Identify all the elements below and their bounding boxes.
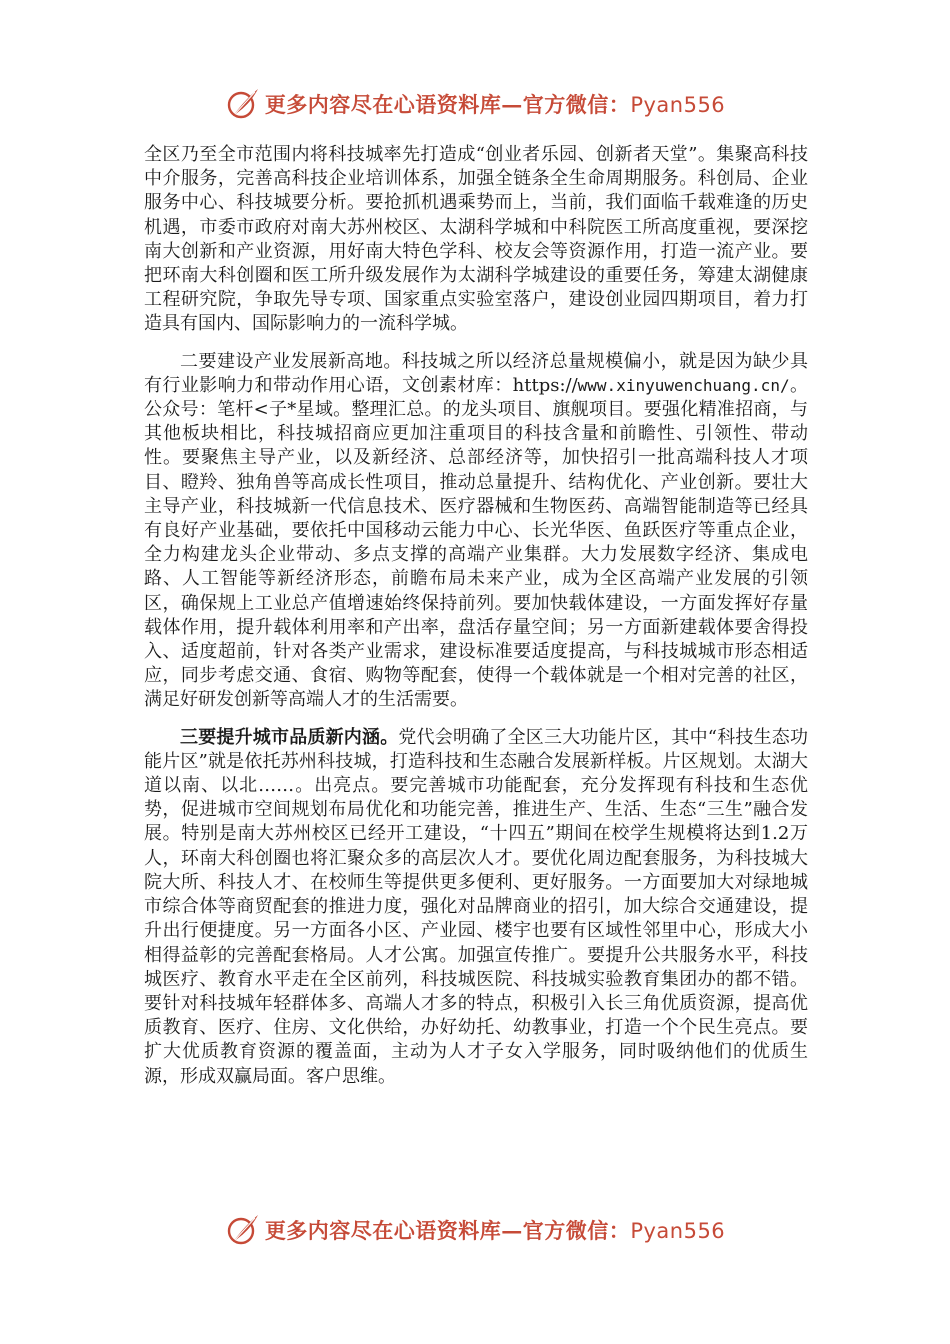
feather-pen-logo-icon: [225, 86, 261, 122]
feather-pen-logo-icon: [225, 1212, 261, 1248]
paragraph-2: 二要建设产业发展新高地。科技城之所以经济总量规模偏小，就是因为缺少具有行业影响力和带动作用心语，文创素材库：https://www.xinyuwenchuang.cn/。公众号：笔杆<子*星域。整理汇总。的龙头项目、旗舰项目。要强化精准招商，与其他板块相比，科技城招商应更加注重项目的科技含量和前瞻性、引领性、带动性。要聚焦主导产业，以及新经济、总部经济等，加快招引一批高端科技人才项目、瞪羚、独角兽等高成长性项目，推动总量提升、结构优化、产业创新。要壮大主导产业，科技城新一代信息技术、医疗器械和生物医药、高端智能制造等已经具有良好产业基础，要依托中国移动云能力中心、长光华医、鱼跃医疗等重点企业，全力构建龙头企业带动、多点支撑的高端产业集群。大力发展数字经济、集成电路、人工智能等新经济形态，前瞻布局未来产业，成为全区高端产业发展的引领区，确保规上工业总产值增速始终保持前列。要加快载体建设，一方面发挥好存量载体作用，提升载体利用率和产出率，盘活存量空间；另一方面新建载体要舍得投入、适度超前，针对各类产业需求，建设标准要适度提高，与科技城城市形态相适应，同步考虑交通、食宿、购物等配套，使得一个载体就是一个相对完善的社区，满足好研发创新等高端人才的生活需要。: [144, 350, 809, 711]
document-body: [144, 143, 808, 1102]
url-text: www.xinyuwenchuang.cn/: [577, 375, 790, 395]
header-banner: [0, 84, 950, 124]
wechat-id: Pyan556: [630, 1219, 726, 1243]
paragraph-1: 全区乃至全市范围内将科技城率先打造成“创业者乐园、创新者天堂”。集聚高科技中介服务，完善高科技企业培训体系，加强全链条全生命周期服务。科创局、企业服务中心、科技城要分析。要抢抓机遇乘势而上，当前，我们面临千载难逢的历史机遇，市委市政府对南大苏州校区、太湖科学城和中科院医工所高度重视，要深挖南大创新和产业资源，用好南大特色学科、校友会等资源作用，打造一流产业。要把环南大科创圈和医工所升级发展作为太湖科学城建设的重要任务，筹建太湖健康工程研究院，争取先导专项、国家重点实验室落户，建设创业园四期项目，着力打造具有国内、国际影响力的一流科学城。: [144, 144, 808, 335]
paragraph-3-heading: 三要提升城市品质新内涵。: [180, 726, 399, 748]
paragraph-3: 三要提升城市品质新内涵。党代会明确了全区三大功能片区，其中“科技生态功能片区”就是依托苏州科技城，打造科技和生态融合发展新样板。片区规划。太湖大道以南、以北……。出亮点。要完善城市功能配套，充分发挥现有科技和生态优势，促进城市空间规划布局优化和功能完善，推进生产、生活、生态“三生”融合发展。特别是南大苏州校区已经开工建设，“十四五”期间在校学生规模将达到1.2万人，环南大科创圈也将汇聚众多的高层次人才。要优化周边配套服务，为科技城大院大所、科技人才、在校师生等提供更多便利、更好服务。一方面要加大对绿地城市综合体等商贸配套的推进力度，强化对品牌商业的招引，加大综合交通建设，提升出行便捷度。另一方面各小区、产业园、楼宇也要有区域性邻里中心，形成大小相得益彰的完善配套格局。人才公寓。加强宣传推广。要提升公共服务水平，科技城医疗、教育水平走在全区前列，科技城医院、科技城实验教育集团办的都不错。要针对科技城年轻群体多、高端人才多的特点，积极引入长三角优质资源，提高优质教育、医疗、住房、文化供给，办好幼托、幼教事业，打造一个个民生亮点。要扩大优质教育资源的覆盖面，主动为人才子女入学服务，同时吸纳他们的优质生源，形成双赢局面。客户思维。: [144, 726, 809, 1087]
banner-text: 更多内容尽在心语资料库—官方微信：Pyan556: [264, 1218, 726, 1243]
footer-banner: [0, 1210, 950, 1250]
banner-text: 更多内容尽在心语资料库—官方微信：Pyan556: [264, 92, 726, 117]
wechat-id: Pyan556: [630, 93, 726, 117]
